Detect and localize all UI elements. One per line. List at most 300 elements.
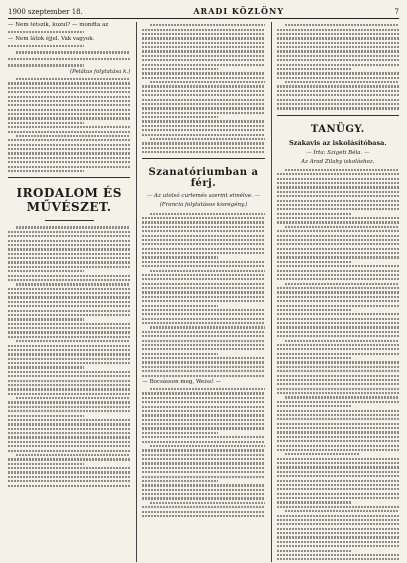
text-line	[142, 55, 264, 57]
text-line	[8, 292, 130, 294]
text-line	[277, 523, 399, 525]
text-line	[142, 480, 218, 482]
dedication-line: Az Arad Zilahy iskoláshoz.	[301, 158, 375, 165]
text-line	[277, 370, 399, 372]
text-line	[8, 441, 130, 443]
text-line	[142, 296, 264, 298]
text-line	[8, 415, 84, 417]
text-line	[8, 305, 130, 307]
text-line	[142, 515, 264, 517]
text-line	[142, 99, 264, 101]
text-line	[150, 213, 264, 215]
text-line	[277, 77, 399, 79]
text-line	[277, 195, 399, 197]
text-line	[277, 252, 399, 254]
text-line	[8, 314, 130, 316]
text-line	[285, 510, 399, 512]
text-line	[142, 419, 264, 421]
text-line	[142, 256, 218, 258]
text-line	[277, 29, 399, 31]
text-line	[142, 112, 264, 114]
text-line	[277, 361, 399, 363]
text-line	[277, 221, 399, 223]
text-line	[8, 139, 130, 141]
text-line	[142, 142, 264, 144]
text-line	[8, 327, 130, 329]
page-number: 7	[394, 8, 399, 16]
text-line	[8, 406, 130, 408]
text-line	[8, 428, 130, 430]
text-line	[8, 375, 130, 377]
text-line	[150, 81, 264, 83]
text-line	[8, 388, 130, 390]
text-line	[8, 384, 130, 386]
text-line	[277, 466, 399, 468]
text-line	[142, 46, 264, 48]
text-line	[142, 261, 264, 263]
text-line	[277, 519, 399, 521]
text-line	[8, 450, 130, 452]
columns	[8, 22, 399, 562]
text-line	[277, 42, 399, 44]
text-line	[277, 497, 399, 499]
text-line	[142, 410, 264, 412]
text-line	[8, 349, 130, 351]
text-line	[142, 432, 218, 434]
text-line	[277, 270, 399, 272]
text-line	[16, 397, 130, 399]
text-line	[150, 502, 264, 504]
text-line	[8, 480, 130, 482]
text-line	[142, 322, 264, 324]
text-line	[142, 94, 264, 96]
text-line	[277, 94, 399, 96]
text-line	[16, 51, 130, 53]
text-line	[142, 252, 264, 254]
col1-note: (Pelátus folytatása k.)	[69, 68, 131, 75]
text-line	[277, 208, 399, 210]
text-line	[277, 550, 353, 552]
text-line	[277, 107, 399, 109]
text-line	[285, 24, 399, 26]
text-line	[277, 344, 399, 346]
text-line	[142, 37, 264, 39]
text-line	[285, 283, 399, 285]
text-line	[142, 414, 264, 416]
text-line	[8, 353, 130, 355]
text-line	[285, 340, 399, 342]
text-line	[8, 296, 130, 298]
text-line	[142, 476, 264, 478]
text-line	[8, 144, 130, 146]
text-line	[142, 397, 264, 399]
text-line	[8, 126, 130, 128]
text-line	[150, 138, 264, 140]
text-line	[277, 186, 399, 188]
text-line	[8, 64, 84, 66]
text-line	[277, 59, 399, 61]
text-line	[8, 122, 84, 124]
text-line	[277, 357, 353, 359]
text-line	[142, 64, 264, 66]
text-line	[8, 436, 130, 438]
text-line	[142, 309, 264, 311]
text-line	[8, 279, 130, 281]
text-line	[142, 493, 264, 495]
text-line	[16, 135, 130, 137]
text-line	[277, 331, 399, 333]
text-line	[142, 318, 264, 320]
text-line	[8, 157, 130, 159]
text-line	[8, 331, 130, 333]
text-line	[277, 103, 399, 105]
text-line	[8, 104, 130, 106]
text-line	[8, 113, 130, 115]
text-line	[277, 484, 399, 486]
text-line	[277, 379, 399, 381]
text-line	[142, 462, 264, 464]
divider	[8, 177, 130, 178]
text-line	[8, 253, 130, 255]
text-line	[277, 64, 399, 66]
text-line	[277, 427, 399, 429]
text-line	[285, 396, 399, 398]
text-line	[16, 340, 130, 342]
text-line	[142, 107, 264, 109]
text-line	[16, 226, 130, 228]
section-heading-szanatorium: Szanatóriumban a férj.	[148, 167, 259, 190]
text-line	[8, 161, 130, 163]
text-line	[8, 458, 130, 460]
text-line	[8, 423, 130, 425]
text-line	[8, 362, 130, 364]
text-line	[277, 191, 399, 193]
text-line	[8, 170, 84, 172]
text-line	[277, 383, 399, 385]
text-line	[8, 235, 130, 237]
text-line	[277, 471, 399, 473]
text-line	[277, 318, 399, 320]
text-line	[142, 506, 264, 508]
text-line	[150, 326, 264, 328]
sub-heading: Szakavis az iskolásítóbasa.	[288, 138, 387, 147]
text-line	[8, 131, 130, 133]
text-line	[8, 445, 130, 447]
text-line	[142, 59, 264, 61]
text-line	[16, 283, 130, 285]
text-line	[142, 129, 264, 131]
text-line	[142, 291, 264, 293]
text-line	[142, 449, 264, 451]
text-line	[277, 326, 399, 328]
text-line	[8, 380, 130, 382]
text-line	[142, 497, 264, 499]
text-line	[8, 419, 130, 421]
text-line	[277, 335, 399, 337]
text-line	[8, 31, 84, 33]
text-line	[277, 291, 399, 293]
text-line	[8, 371, 130, 373]
text-line	[8, 310, 130, 312]
text-line	[150, 270, 264, 272]
text-line	[277, 296, 399, 298]
text-line	[142, 33, 264, 35]
text-line	[277, 243, 399, 245]
text-line	[142, 441, 264, 443]
text-line	[277, 405, 353, 407]
text-line	[8, 485, 130, 487]
text-line	[142, 68, 218, 70]
text-line	[8, 248, 130, 250]
text-line	[142, 305, 218, 307]
text-line	[277, 213, 353, 215]
text-line	[16, 454, 130, 456]
text-line	[277, 85, 399, 87]
text-line	[150, 445, 264, 447]
text-line	[150, 24, 264, 26]
text-line	[277, 440, 399, 442]
text-line	[142, 287, 264, 289]
text-line	[277, 401, 399, 403]
text-line	[277, 449, 399, 451]
text-line	[277, 348, 399, 350]
text-line	[277, 239, 399, 241]
text-line	[8, 266, 130, 268]
text-line	[277, 410, 399, 412]
text-line	[142, 103, 264, 105]
text-line	[277, 322, 399, 324]
text-line	[277, 414, 399, 416]
newspaper-title: ARADI KÖZLÖNY	[193, 6, 285, 16]
text-line	[142, 265, 264, 267]
text-line	[142, 348, 264, 350]
text-line	[277, 235, 399, 237]
text-line	[8, 91, 130, 93]
col1-frag1: — Nem tetszik, kuzul? — mondta az	[8, 22, 109, 28]
text-line	[277, 274, 399, 276]
text-line	[8, 240, 130, 242]
text-line	[8, 476, 130, 478]
section-heading-irodalom: IRODALOM ÉS MŰVÉSZET.	[16, 186, 122, 215]
text-line	[142, 375, 264, 377]
text-line	[142, 392, 264, 394]
text-line	[8, 244, 130, 246]
column-1	[8, 22, 130, 562]
text-line	[277, 515, 399, 517]
text-line	[142, 300, 264, 302]
text-line	[277, 72, 399, 74]
text-line	[142, 42, 264, 44]
subtitle: — Az utolsó curlemés szerint elmélve. —	[146, 193, 261, 200]
text-line	[277, 536, 399, 538]
text-line	[142, 221, 264, 223]
text-line	[277, 278, 399, 280]
text-line	[277, 532, 399, 534]
text-line	[8, 393, 130, 395]
text-line	[277, 256, 399, 258]
text-line	[142, 489, 264, 491]
text-line	[277, 230, 399, 232]
text-line	[8, 366, 84, 368]
text-line	[142, 274, 264, 276]
text-line	[277, 313, 399, 315]
issue-date: 1900 szeptember 18.	[8, 8, 83, 16]
text-line	[285, 226, 399, 228]
text-line	[277, 488, 399, 490]
text-line	[8, 345, 130, 347]
text-line	[277, 99, 399, 101]
text-line	[277, 458, 399, 460]
text-line	[277, 366, 399, 368]
text-line	[277, 204, 399, 206]
text-line	[8, 58, 130, 60]
text-line	[8, 257, 130, 259]
text-line	[8, 288, 130, 290]
text-line	[142, 401, 264, 403]
text-line	[277, 501, 353, 503]
text-line	[142, 235, 264, 237]
text-line	[285, 81, 399, 83]
text-line	[8, 96, 130, 98]
text-line	[277, 541, 399, 543]
text-line	[277, 55, 399, 57]
text-line	[142, 406, 264, 408]
text-line	[277, 528, 399, 530]
text-line	[277, 445, 399, 447]
text-line	[8, 231, 130, 233]
text-line	[277, 431, 399, 433]
text-line	[142, 454, 264, 456]
text-line	[142, 353, 218, 355]
text-line	[277, 265, 399, 267]
text-line	[277, 309, 353, 311]
text-line	[8, 166, 130, 168]
text-line	[8, 336, 130, 338]
text-line	[8, 301, 130, 303]
text-line	[142, 467, 264, 469]
text-line	[8, 45, 84, 47]
text-line	[142, 151, 264, 153]
text-line	[142, 29, 264, 31]
text-line	[277, 248, 399, 250]
text-line	[142, 366, 264, 368]
divider	[45, 220, 94, 221]
text-line	[277, 480, 399, 482]
text-line	[277, 33, 399, 35]
text-line	[8, 148, 130, 150]
text-line	[142, 361, 264, 363]
text-line	[277, 261, 353, 263]
text-line	[142, 248, 264, 250]
divider	[277, 115, 399, 116]
text-line	[142, 147, 264, 149]
col2-frag1: — Bocsásson meg, Weiss! —	[142, 378, 222, 385]
section-heading-tanugy: TANÜGY.	[310, 123, 365, 135]
text-line	[277, 50, 399, 52]
text-line	[142, 458, 264, 460]
text-line	[142, 427, 264, 429]
text-line	[277, 353, 399, 355]
text-line	[142, 230, 264, 232]
text-line	[277, 217, 399, 219]
text-line	[8, 410, 130, 412]
text-line	[142, 77, 264, 79]
text-line	[142, 471, 264, 473]
text-line	[277, 418, 399, 420]
text-line	[142, 243, 264, 245]
text-line	[277, 46, 399, 48]
text-line	[277, 554, 399, 556]
text-line	[277, 68, 353, 70]
text-line	[142, 340, 264, 342]
text-line	[285, 453, 361, 455]
text-line	[142, 313, 264, 315]
text-line	[277, 173, 399, 175]
text-line	[142, 484, 264, 486]
text-line	[277, 462, 399, 464]
text-line	[142, 278, 264, 280]
text-line	[142, 344, 264, 346]
text-line	[277, 436, 399, 438]
text-line	[8, 117, 130, 119]
text-line	[142, 85, 264, 87]
text-line	[142, 370, 264, 372]
text-line	[277, 375, 399, 377]
credit: (Francia folytatásos kisregény.)	[159, 202, 248, 209]
text-line	[8, 109, 130, 111]
text-line	[277, 287, 399, 289]
page-header	[8, 6, 399, 19]
text-line	[277, 493, 399, 495]
text-line	[277, 423, 399, 425]
text-line	[277, 558, 399, 560]
text-line	[142, 50, 264, 52]
divider	[142, 158, 264, 159]
text-line	[142, 134, 264, 136]
col1-frag2: — Nem látok éjjel. Vak vagyok.	[8, 35, 95, 42]
text-line	[142, 116, 218, 118]
column-2	[136, 22, 264, 562]
text-line	[8, 87, 130, 89]
text-line	[142, 239, 264, 241]
text-line	[277, 506, 399, 508]
text-line	[142, 423, 264, 425]
text-line	[8, 358, 130, 360]
text-line	[277, 200, 399, 202]
text-line	[142, 72, 264, 74]
text-line	[277, 300, 399, 302]
text-line	[277, 37, 399, 39]
text-line	[142, 335, 264, 337]
text-line	[8, 467, 130, 469]
text-line	[142, 331, 264, 333]
text-line	[285, 169, 399, 171]
text-line	[8, 401, 130, 403]
column-3	[271, 22, 399, 562]
text-line	[150, 388, 264, 390]
text-line	[277, 178, 399, 180]
text-line	[8, 463, 84, 465]
text-line	[8, 323, 130, 325]
text-line	[142, 226, 264, 228]
text-line	[277, 90, 399, 92]
text-line	[142, 120, 264, 122]
text-line	[142, 125, 264, 127]
text-line	[8, 432, 130, 434]
text-line	[142, 217, 264, 219]
text-line	[8, 261, 130, 263]
text-line	[142, 357, 264, 359]
